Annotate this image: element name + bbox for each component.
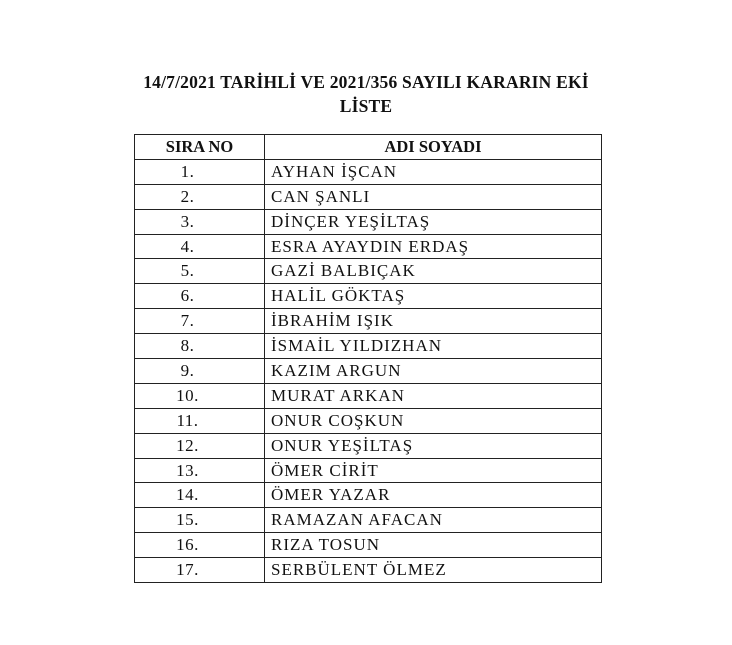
table-row: [135, 383, 602, 408]
table-row: [135, 533, 602, 558]
person-name: ÖMER CİRİT: [265, 458, 602, 483]
person-name: MURAT ARKAN: [265, 383, 602, 408]
table-row: [135, 309, 602, 334]
row-number: 16.: [135, 533, 265, 558]
table-body: [135, 159, 602, 582]
row-number: 2.: [135, 184, 265, 209]
table-row: [135, 334, 602, 359]
row-number: 5.: [135, 259, 265, 284]
row-number: 1.: [135, 159, 265, 184]
person-name: İSMAİL YILDIZHAN: [265, 334, 602, 359]
table-row: [135, 558, 602, 583]
table-row: [135, 433, 602, 458]
row-number: 12.: [135, 433, 265, 458]
person-name: KAZIM ARGUN: [265, 359, 602, 384]
person-name: ONUR COŞKUN: [265, 408, 602, 433]
person-name: ÖMER YAZAR: [265, 483, 602, 508]
person-name: AYHAN İŞCAN: [265, 159, 602, 184]
person-name: RAMAZAN AFACAN: [265, 508, 602, 533]
column-header-sira-no: SIRA NO: [135, 135, 265, 160]
row-number: 7.: [135, 309, 265, 334]
table-row: [135, 234, 602, 259]
person-name: GAZİ BALBIÇAK: [265, 259, 602, 284]
row-number: 4.: [135, 234, 265, 259]
row-number: 11.: [135, 408, 265, 433]
person-name: İBRAHİM IŞIK: [265, 309, 602, 334]
column-header-adi-soyadi: ADI SOYADI: [265, 135, 602, 160]
table-row: [135, 458, 602, 483]
name-list-table: [134, 134, 602, 583]
table-row: [135, 508, 602, 533]
row-number: 9.: [135, 359, 265, 384]
document-subtitle: LİSTE: [339, 96, 393, 116]
person-name: CAN ŞANLI: [265, 184, 602, 209]
row-number: 6.: [135, 284, 265, 309]
document-title: 14/7/2021 TARİHLİ VE 2021/356 SAYILI KARARIN EKİ: [143, 72, 589, 92]
table-row: [135, 159, 602, 184]
person-name: ESRA AYAYDIN ERDAŞ: [265, 234, 602, 259]
row-number: 3.: [135, 209, 265, 234]
row-number: 15.: [135, 508, 265, 533]
table-row: [135, 359, 602, 384]
table-row: [135, 209, 602, 234]
table-row: [135, 408, 602, 433]
person-name: DİNÇER YEŞİLTAŞ: [265, 209, 602, 234]
row-number: 17.: [135, 558, 265, 583]
person-name: ONUR YEŞİLTAŞ: [265, 433, 602, 458]
person-name: SERBÜLENT ÖLMEZ: [265, 558, 602, 583]
row-number: 8.: [135, 334, 265, 359]
row-number: 14.: [135, 483, 265, 508]
table-header-row: [135, 135, 602, 160]
table-row: [135, 284, 602, 309]
person-name: RIZA TOSUN: [265, 533, 602, 558]
table-row: [135, 259, 602, 284]
person-name: HALİL GÖKTAŞ: [265, 284, 602, 309]
table-row: [135, 184, 602, 209]
table-row: [135, 483, 602, 508]
row-number: 13.: [135, 458, 265, 483]
row-number: 10.: [135, 383, 265, 408]
table-header: [135, 135, 602, 160]
